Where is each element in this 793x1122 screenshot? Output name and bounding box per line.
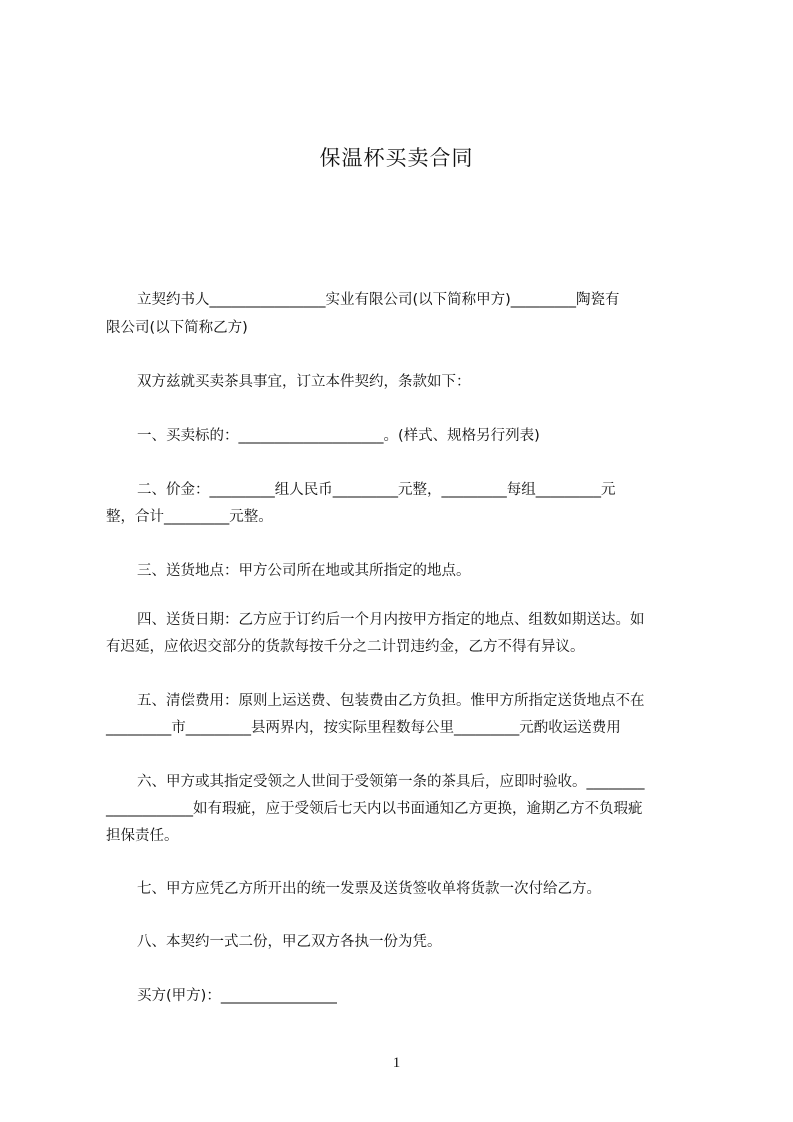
clause-2-cont: 整，合计_________元整。 xyxy=(106,509,273,525)
buyer-signature-line: 买方(甲方)：________________ xyxy=(137,988,337,1004)
clause-1: 一、买卖标的：____________________。(样式、规格另行列表) xyxy=(137,428,540,444)
clause-6: 六、甲方或其指定受领之人世间于受领第一条的茶具后，应即时验收。________ xyxy=(137,774,645,790)
clause-4-cont: 有迟延，应依迟交部分的货款每按千分之二计罚违约金，乙方不得有异议。 xyxy=(106,639,585,655)
clause-6-cont: 担保责任。 xyxy=(106,828,179,844)
clause-5: 五、清偿费用：原则上运送费、包装费由乙方负担。惟甲方所指定送货地点不在 xyxy=(137,693,645,709)
document-title: 保温杯买卖合同 xyxy=(319,146,474,170)
paragraph-line: 双方兹就买卖茶具事宜，订立本件契约，条款如下： xyxy=(137,374,471,390)
clause-3: 三、送货地点：甲方公司所在地或其所指定的地点。 xyxy=(137,563,471,579)
clause-6-cont: ____________如有瑕疵，应于受领后七天内以书面通知乙方更换，逾期乙方不负瑕疵 xyxy=(106,801,643,817)
clause-2: 二、价金：_________组人民币_________元整，_________每组_________元 xyxy=(137,482,616,498)
page-number: 1 xyxy=(392,1055,401,1071)
clause-7: 七、甲方应凭乙方所开出的统一发票及送货签收单将货款一次付给乙方。 xyxy=(137,881,601,897)
clause-4: 四、送货日期：乙方应于订约后一个月内按甲方指定的地点、组数如期送达。如 xyxy=(137,612,645,628)
clause-5-cont: _________市_________县两界内，按实际里程数每公里_________元酌收运送费用 xyxy=(106,720,621,736)
clause-8: 八、本契约一式二份，甲乙双方各执一份为凭。 xyxy=(137,934,442,950)
paragraph-line: 立契约书人________________实业有限公司(以下简称甲方)_________陶瓷有 xyxy=(137,292,620,308)
paragraph-line: 限公司(以下简称乙方) xyxy=(106,320,248,336)
